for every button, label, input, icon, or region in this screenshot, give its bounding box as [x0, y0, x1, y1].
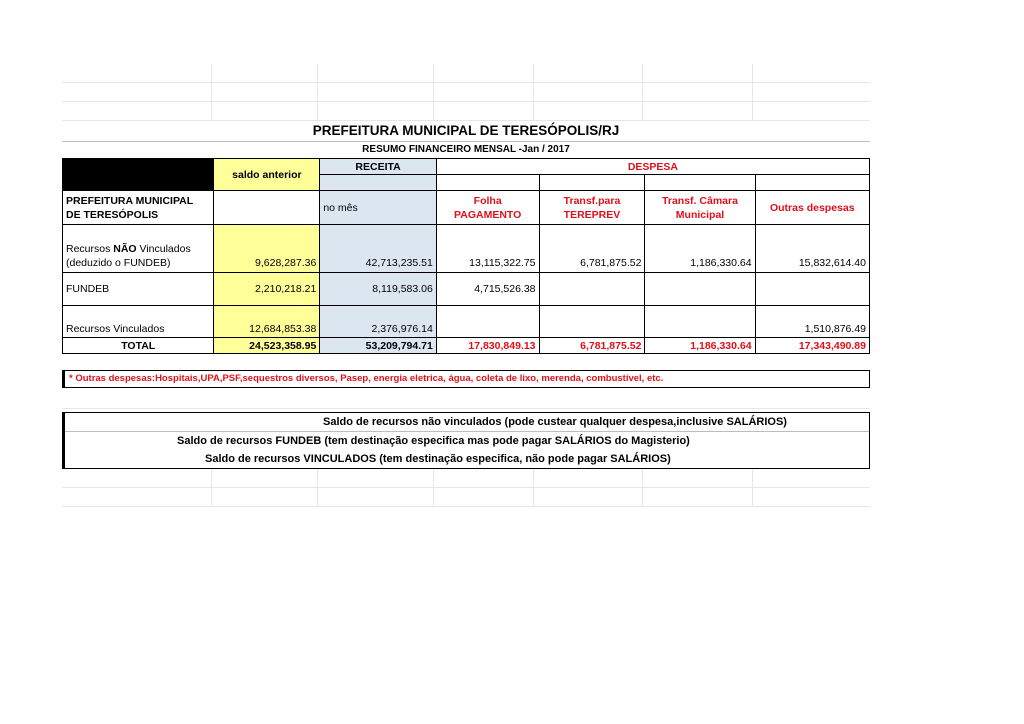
spreadsheet [62, 64, 870, 507]
header-no-mes: no mês [320, 191, 436, 225]
empty-cell [645, 273, 755, 306]
summary-line-nao-vinculados: Saldo de recursos não vinculados (pode custear qualquer despesa,inclusive SALÁRIOS) [65, 413, 869, 432]
financial-summary-table [62, 158, 870, 354]
cell-receita: 2,376,976.14 [320, 306, 436, 338]
page-title: PREFEITURA MUNICIPAL DE TERESÓPOLIS/RJ [62, 121, 870, 142]
table-row [63, 306, 870, 338]
cell-saldo: 2,210,218.21 [214, 273, 320, 306]
header-outras-despesas: Outras despesas [755, 191, 869, 225]
header-folha-line1: Folha [473, 194, 502, 207]
total-folha: 17,830,849.13 [436, 338, 539, 354]
label-part: Recursos [66, 243, 114, 255]
empty-cell [539, 306, 645, 338]
row-label-vinculados: Recursos Vinculados [63, 306, 214, 338]
empty-cell [755, 273, 869, 306]
header-tereprev-line1: Transf.para [563, 194, 621, 207]
empty-grid-row [62, 102, 870, 121]
cell-camara: 1,186,330.64 [645, 225, 755, 273]
label-part: Vinculados [136, 243, 191, 255]
cell-folha: 4,715,526.38 [436, 273, 539, 306]
cell-outras: 15,832,614.40 [755, 225, 869, 273]
table-row [63, 225, 870, 273]
header-entity-line2: DE TERESÓPOLIS [66, 208, 159, 221]
header-folha-line2: PAGAMENTO [454, 208, 522, 221]
label-line2: (deduzido o FUNDEB) [66, 257, 171, 269]
empty-cell [436, 306, 539, 338]
header-entity [63, 191, 214, 225]
outras-despesas-note: * Outras despesas:Hospitais,UPA,PSF,sequestros diversos, Pasep, energia eletrica, água, coleta de lixo, merenda, combustível, etc. [62, 370, 870, 388]
total-outras: 17,343,490.89 [755, 338, 869, 354]
table-row [63, 273, 870, 306]
total-receita: 53,209,794.71 [320, 338, 436, 354]
row-label-fundeb: FUNDEB [63, 273, 214, 306]
cell-tereprev: 6,781,875.52 [539, 225, 645, 273]
row-label-nao-vinculados [63, 225, 214, 273]
cell-outras: 1,510,876.49 [755, 306, 869, 338]
cell-saldo: 12,684,853.38 [214, 306, 320, 338]
empty-cell [645, 306, 755, 338]
total-tereprev: 6,781,875.52 [539, 338, 645, 354]
header-despesa: DESPESA [436, 159, 869, 175]
total-row [63, 338, 870, 354]
summary-box [62, 412, 870, 469]
header-camara-line2: Municipal [675, 208, 725, 221]
header-entity-line1: PREFEITURA MUNICIPAL [66, 194, 194, 207]
cell-receita: 42,713,235.51 [320, 225, 436, 273]
empty-cell [539, 273, 645, 306]
header-receita: RECEITA [320, 159, 436, 175]
label-bold-part: NÃO [113, 243, 137, 255]
black-header-cell [63, 159, 214, 175]
summary-line-fundeb: Saldo de recursos FUNDEB (tem destinação especifica mas pode pagar SALÁRIOS do Magisterio) [177, 435, 690, 447]
empty-grid-row [62, 83, 870, 102]
empty-cell [214, 191, 320, 225]
empty-cell [539, 175, 645, 191]
cell-saldo: 9,628,287.36 [214, 225, 320, 273]
cell-folha: 13,115,322.75 [436, 225, 539, 273]
empty-grid-row [62, 488, 870, 507]
header-camara-line1: Transf. Câmara [662, 194, 738, 207]
total-saldo: 24,523,358.95 [214, 338, 320, 354]
empty-grid-row [62, 469, 870, 488]
empty-grid-row [62, 64, 870, 83]
header-transf-tereprev [539, 191, 645, 225]
header-saldo-anterior: saldo anterior [214, 159, 320, 191]
header-folha [436, 191, 539, 225]
page-subtitle: RESUMO FINANCEIRO MENSAL -Jan / 2017 [362, 144, 570, 155]
header-transf-camara [645, 191, 755, 225]
cell-receita: 8,119,583.06 [320, 273, 436, 306]
empty-cell [320, 175, 436, 191]
header-tereprev-line2: TEREPREV [563, 208, 621, 221]
total-label: TOTAL [63, 338, 214, 354]
empty-cell [755, 175, 869, 191]
black-header-cell [63, 175, 214, 191]
total-camara: 1,186,330.64 [645, 338, 755, 354]
empty-cell [436, 175, 539, 191]
empty-cell [645, 175, 755, 191]
summary-line-vinculados: Saldo de recursos VINCULADOS (tem destinação especifica, não pode pagar SALÁRIOS) [205, 453, 671, 465]
empty-grid-row [62, 390, 870, 409]
